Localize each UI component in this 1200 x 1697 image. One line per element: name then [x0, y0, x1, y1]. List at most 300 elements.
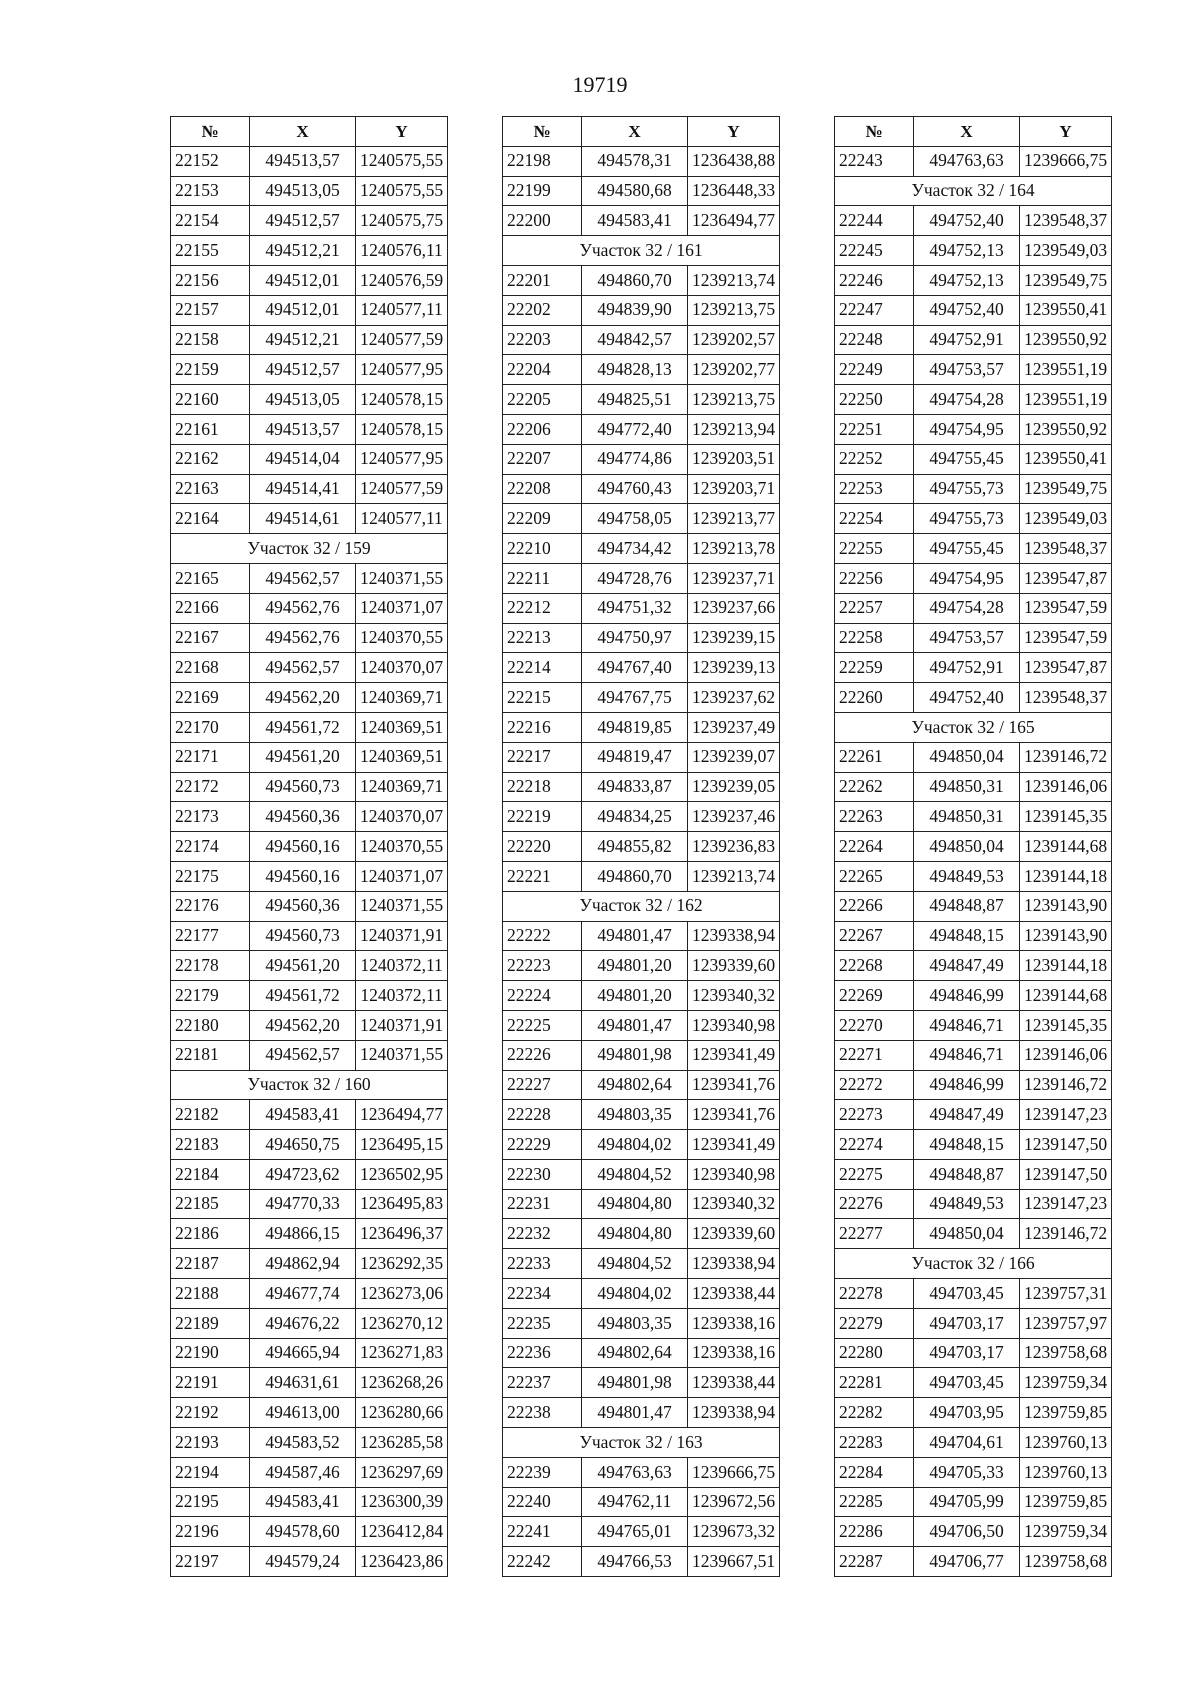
x-coordinate-cell: 494772,40 [582, 414, 688, 444]
x-coordinate-cell: 494753,57 [914, 623, 1020, 653]
table-row [171, 1398, 448, 1428]
point-number-cell: 22270 [835, 1010, 914, 1040]
x-coordinate-cell: 494762,11 [582, 1487, 688, 1517]
y-coordinate-cell: 1240371,55 [356, 891, 448, 921]
y-coordinate-cell: 1239340,32 [688, 1189, 780, 1219]
point-number-cell: 22201 [503, 265, 582, 295]
table-row [503, 593, 780, 623]
x-coordinate-cell: 494754,28 [914, 385, 1020, 415]
point-number-cell: 22154 [171, 206, 250, 236]
y-coordinate-cell: 1236280,66 [356, 1398, 448, 1428]
x-coordinate-cell: 494803,35 [582, 1308, 688, 1338]
y-coordinate-cell: 1239144,18 [1020, 861, 1112, 891]
table-row [835, 474, 1112, 504]
point-number-cell: 22234 [503, 1279, 582, 1309]
x-coordinate-cell: 494560,36 [250, 891, 356, 921]
y-coordinate-cell: 1239145,35 [1020, 802, 1112, 832]
point-number-cell: 22208 [503, 474, 582, 504]
table-row [503, 1338, 780, 1368]
y-coordinate-cell: 1239548,37 [1020, 683, 1112, 713]
y-coordinate-cell: 1239239,15 [688, 623, 780, 653]
section-row [503, 891, 780, 921]
y-coordinate-cell: 1239339,60 [688, 951, 780, 981]
point-number-cell: 22197 [171, 1547, 250, 1577]
table-row [171, 712, 448, 742]
point-number-cell: 22176 [171, 891, 250, 921]
table-row [835, 1040, 1112, 1070]
point-number-cell: 22242 [503, 1547, 582, 1577]
table-row [503, 1010, 780, 1040]
y-coordinate-cell: 1239547,87 [1020, 563, 1112, 593]
table-row [503, 146, 780, 176]
point-number-cell: 22243 [835, 146, 914, 176]
x-coordinate-cell: 494562,20 [250, 683, 356, 713]
x-coordinate-cell: 494513,05 [250, 385, 356, 415]
y-coordinate-cell: 1240575,55 [356, 176, 448, 206]
table-row [171, 1308, 448, 1338]
section-row [171, 534, 448, 564]
point-number-cell: 22266 [835, 891, 914, 921]
x-coordinate-cell: 494848,87 [914, 891, 1020, 921]
y-coordinate-cell: 1239144,68 [1020, 981, 1112, 1011]
x-coordinate-cell: 494560,73 [250, 772, 356, 802]
table-row [835, 921, 1112, 951]
section-row [503, 236, 780, 266]
x-coordinate-cell: 494763,63 [582, 1457, 688, 1487]
table-row [835, 1368, 1112, 1398]
table-row [171, 921, 448, 951]
x-coordinate-cell: 494561,20 [250, 742, 356, 772]
point-number-cell: 22252 [835, 444, 914, 474]
point-number-cell: 22200 [503, 206, 582, 236]
y-coordinate-cell: 1239759,34 [1020, 1368, 1112, 1398]
point-number-cell: 22185 [171, 1189, 250, 1219]
x-coordinate-cell: 494734,42 [582, 534, 688, 564]
point-number-cell: 22189 [171, 1308, 250, 1338]
table-row [835, 504, 1112, 534]
table-header-row [171, 117, 448, 147]
x-coordinate-cell: 494561,72 [250, 712, 356, 742]
x-coordinate-cell: 494846,71 [914, 1010, 1020, 1040]
table-row [503, 444, 780, 474]
x-coordinate-cell: 494801,47 [582, 921, 688, 951]
point-number-cell: 22231 [503, 1189, 582, 1219]
x-coordinate-cell: 494839,90 [582, 295, 688, 325]
x-coordinate-cell: 494850,04 [914, 1219, 1020, 1249]
x-coordinate-cell: 494728,76 [582, 563, 688, 593]
table-row [835, 1487, 1112, 1517]
y-coordinate-cell: 1239237,71 [688, 563, 780, 593]
y-coordinate-cell: 1240372,11 [356, 951, 448, 981]
point-number-cell: 22232 [503, 1219, 582, 1249]
point-number-cell: 22184 [171, 1159, 250, 1189]
point-number-cell: 22233 [503, 1249, 582, 1279]
table-row [835, 742, 1112, 772]
y-coordinate-cell: 1240577,11 [356, 504, 448, 534]
y-coordinate-cell: 1239758,68 [1020, 1547, 1112, 1577]
y-coordinate-cell: 1240575,75 [356, 206, 448, 236]
column-header-x: X [582, 117, 688, 147]
point-number-cell: 22177 [171, 921, 250, 951]
y-coordinate-cell: 1236496,37 [356, 1219, 448, 1249]
point-number-cell: 22271 [835, 1040, 914, 1070]
y-coordinate-cell: 1239237,62 [688, 683, 780, 713]
y-coordinate-cell: 1239666,75 [688, 1457, 780, 1487]
x-coordinate-cell: 494512,21 [250, 236, 356, 266]
y-coordinate-cell: 1240371,55 [356, 563, 448, 593]
y-coordinate-cell: 1240371,07 [356, 861, 448, 891]
table-row [171, 414, 448, 444]
y-coordinate-cell: 1239666,75 [1020, 146, 1112, 176]
point-number-cell: 22209 [503, 504, 582, 534]
table-row [835, 1070, 1112, 1100]
point-number-cell: 22153 [171, 176, 250, 206]
point-number-cell: 22247 [835, 295, 914, 325]
table-row [171, 1159, 448, 1189]
x-coordinate-cell: 494754,95 [914, 414, 1020, 444]
y-coordinate-cell: 1240371,91 [356, 921, 448, 951]
x-coordinate-cell: 494860,70 [582, 861, 688, 891]
table-row [835, 772, 1112, 802]
point-number-cell: 22183 [171, 1130, 250, 1160]
point-number-cell: 22210 [503, 534, 582, 564]
x-coordinate-cell: 494706,77 [914, 1547, 1020, 1577]
y-coordinate-cell: 1239213,75 [688, 295, 780, 325]
point-number-cell: 22196 [171, 1517, 250, 1547]
column-header-y: Y [356, 117, 448, 147]
table-row [835, 1279, 1112, 1309]
table-row [503, 981, 780, 1011]
y-coordinate-cell: 1240370,55 [356, 832, 448, 862]
point-number-cell: 22194 [171, 1457, 250, 1487]
y-coordinate-cell: 1239549,75 [1020, 265, 1112, 295]
table-row [171, 1130, 448, 1160]
point-number-cell: 22157 [171, 295, 250, 325]
coordinates-table-1 [170, 116, 448, 1577]
y-coordinate-cell: 1236297,69 [356, 1457, 448, 1487]
x-coordinate-cell: 494703,17 [914, 1308, 1020, 1338]
y-coordinate-cell: 1236285,58 [356, 1428, 448, 1458]
table-row [503, 1487, 780, 1517]
point-number-cell: 22287 [835, 1547, 914, 1577]
table-row [503, 921, 780, 951]
y-coordinate-cell: 1239146,72 [1020, 1219, 1112, 1249]
table-row [171, 325, 448, 355]
point-number-cell: 22236 [503, 1338, 582, 1368]
table-row [835, 1010, 1112, 1040]
point-number-cell: 22244 [835, 206, 914, 236]
y-coordinate-cell: 1239144,68 [1020, 832, 1112, 862]
x-coordinate-cell: 494801,47 [582, 1010, 688, 1040]
y-coordinate-cell: 1240369,71 [356, 772, 448, 802]
x-coordinate-cell: 494804,80 [582, 1189, 688, 1219]
table-row [835, 1219, 1112, 1249]
table-row [835, 206, 1112, 236]
point-number-cell: 22178 [171, 951, 250, 981]
y-coordinate-cell: 1239760,13 [1020, 1457, 1112, 1487]
x-coordinate-cell: 494828,13 [582, 355, 688, 385]
x-coordinate-cell: 494751,32 [582, 593, 688, 623]
y-coordinate-cell: 1240369,71 [356, 683, 448, 713]
y-coordinate-cell: 1240575,55 [356, 146, 448, 176]
x-coordinate-cell: 494834,25 [582, 802, 688, 832]
table-row [835, 563, 1112, 593]
table-row [171, 1368, 448, 1398]
table-row [835, 802, 1112, 832]
x-coordinate-cell: 494562,57 [250, 563, 356, 593]
point-number-cell: 22277 [835, 1219, 914, 1249]
point-number-cell: 22166 [171, 593, 250, 623]
table-row [503, 1070, 780, 1100]
point-number-cell: 22167 [171, 623, 250, 653]
x-coordinate-cell: 494560,16 [250, 832, 356, 862]
point-number-cell: 22174 [171, 832, 250, 862]
table-row [171, 981, 448, 1011]
point-number-cell: 22228 [503, 1100, 582, 1130]
x-coordinate-cell: 494677,74 [250, 1279, 356, 1309]
point-number-cell: 22224 [503, 981, 582, 1011]
x-coordinate-cell: 494801,47 [582, 1398, 688, 1428]
y-coordinate-cell: 1240577,59 [356, 325, 448, 355]
point-number-cell: 22223 [503, 951, 582, 981]
table-row [503, 265, 780, 295]
y-coordinate-cell: 1239147,23 [1020, 1100, 1112, 1130]
point-number-cell: 22262 [835, 772, 914, 802]
y-coordinate-cell: 1236495,15 [356, 1130, 448, 1160]
x-coordinate-cell: 494848,87 [914, 1159, 1020, 1189]
section-title: Участок 32 / 159 [171, 534, 448, 564]
y-coordinate-cell: 1239341,49 [688, 1040, 780, 1070]
x-coordinate-cell: 494755,45 [914, 534, 1020, 564]
x-coordinate-cell: 494755,73 [914, 474, 1020, 504]
x-coordinate-cell: 494760,43 [582, 474, 688, 504]
point-number-cell: 22256 [835, 563, 914, 593]
point-number-cell: 22227 [503, 1070, 582, 1100]
x-coordinate-cell: 494512,21 [250, 325, 356, 355]
point-number-cell: 22230 [503, 1159, 582, 1189]
y-coordinate-cell: 1236270,12 [356, 1308, 448, 1338]
x-coordinate-cell: 494750,97 [582, 623, 688, 653]
table-row [171, 832, 448, 862]
y-coordinate-cell: 1239758,68 [1020, 1338, 1112, 1368]
x-coordinate-cell: 494560,36 [250, 802, 356, 832]
x-coordinate-cell: 494819,47 [582, 742, 688, 772]
point-number-cell: 22159 [171, 355, 250, 385]
table-row [171, 1517, 448, 1547]
section-row [503, 1428, 780, 1458]
table-row [171, 1010, 448, 1040]
y-coordinate-cell: 1239550,41 [1020, 295, 1112, 325]
point-number-cell: 22286 [835, 1517, 914, 1547]
point-number-cell: 22215 [503, 683, 582, 713]
x-coordinate-cell: 494703,45 [914, 1279, 1020, 1309]
y-coordinate-cell: 1239338,16 [688, 1338, 780, 1368]
y-coordinate-cell: 1239340,98 [688, 1010, 780, 1040]
column-header-x: X [914, 117, 1020, 147]
y-coordinate-cell: 1239340,32 [688, 981, 780, 1011]
point-number-cell: 22164 [171, 504, 250, 534]
point-number-cell: 22238 [503, 1398, 582, 1428]
table-row [503, 474, 780, 504]
y-coordinate-cell: 1239757,31 [1020, 1279, 1112, 1309]
y-coordinate-cell: 1239667,51 [688, 1547, 780, 1577]
y-coordinate-cell: 1239146,72 [1020, 742, 1112, 772]
table-row [835, 981, 1112, 1011]
section-title: Участок 32 / 165 [835, 712, 1112, 742]
point-number-cell: 22237 [503, 1368, 582, 1398]
x-coordinate-cell: 494752,91 [914, 653, 1020, 683]
y-coordinate-cell: 1236495,83 [356, 1189, 448, 1219]
point-number-cell: 22278 [835, 1279, 914, 1309]
table-row [503, 1219, 780, 1249]
column-header-x: X [250, 117, 356, 147]
table-row [171, 474, 448, 504]
y-coordinate-cell: 1239548,37 [1020, 534, 1112, 564]
y-coordinate-cell: 1239143,90 [1020, 891, 1112, 921]
point-number-cell: 22235 [503, 1308, 582, 1338]
y-coordinate-cell: 1239551,19 [1020, 385, 1112, 415]
y-coordinate-cell: 1236438,88 [688, 146, 780, 176]
point-number-cell: 22216 [503, 712, 582, 742]
table-row [171, 295, 448, 325]
x-coordinate-cell: 494763,63 [914, 146, 1020, 176]
table-row [503, 1457, 780, 1487]
y-coordinate-cell: 1239549,03 [1020, 236, 1112, 266]
point-number-cell: 22192 [171, 1398, 250, 1428]
point-number-cell: 22249 [835, 355, 914, 385]
section-row [171, 1070, 448, 1100]
point-number-cell: 22155 [171, 236, 250, 266]
x-coordinate-cell: 494754,95 [914, 563, 1020, 593]
x-coordinate-cell: 494848,15 [914, 921, 1020, 951]
y-coordinate-cell: 1239203,71 [688, 474, 780, 504]
y-coordinate-cell: 1236271,83 [356, 1338, 448, 1368]
section-title: Участок 32 / 164 [835, 176, 1112, 206]
table-row [171, 1219, 448, 1249]
x-coordinate-cell: 494849,53 [914, 1189, 1020, 1219]
x-coordinate-cell: 494842,57 [582, 325, 688, 355]
point-number-cell: 22179 [171, 981, 250, 1011]
point-number-cell: 22241 [503, 1517, 582, 1547]
point-number-cell: 22203 [503, 325, 582, 355]
x-coordinate-cell: 494562,57 [250, 653, 356, 683]
y-coordinate-cell: 1239202,57 [688, 325, 780, 355]
x-coordinate-cell: 494703,95 [914, 1398, 1020, 1428]
x-coordinate-cell: 494704,61 [914, 1428, 1020, 1458]
table-row [171, 1457, 448, 1487]
y-coordinate-cell: 1239146,72 [1020, 1070, 1112, 1100]
y-coordinate-cell: 1239549,03 [1020, 504, 1112, 534]
x-coordinate-cell: 494860,70 [582, 265, 688, 295]
x-coordinate-cell: 494703,45 [914, 1368, 1020, 1398]
table-row [171, 802, 448, 832]
y-coordinate-cell: 1236448,33 [688, 176, 780, 206]
point-number-cell: 22282 [835, 1398, 914, 1428]
table-row [835, 265, 1112, 295]
y-coordinate-cell: 1240577,95 [356, 355, 448, 385]
x-coordinate-cell: 494579,24 [250, 1547, 356, 1577]
x-coordinate-cell: 494847,49 [914, 1100, 1020, 1130]
x-coordinate-cell: 494583,41 [250, 1487, 356, 1517]
table-row [835, 236, 1112, 266]
table-row [171, 236, 448, 266]
x-coordinate-cell: 494562,76 [250, 593, 356, 623]
x-coordinate-cell: 494804,02 [582, 1279, 688, 1309]
point-number-cell: 22187 [171, 1249, 250, 1279]
point-number-cell: 22281 [835, 1368, 914, 1398]
table-row [171, 1428, 448, 1458]
y-coordinate-cell: 1239147,50 [1020, 1159, 1112, 1189]
y-coordinate-cell: 1236423,86 [356, 1547, 448, 1577]
y-coordinate-cell: 1239213,94 [688, 414, 780, 444]
table-row [171, 1040, 448, 1070]
y-coordinate-cell: 1239145,35 [1020, 1010, 1112, 1040]
y-coordinate-cell: 1239550,92 [1020, 325, 1112, 355]
table-row [503, 1547, 780, 1577]
table-row [835, 385, 1112, 415]
table-row [835, 1457, 1112, 1487]
y-coordinate-cell: 1239673,32 [688, 1517, 780, 1547]
point-number-cell: 22264 [835, 832, 914, 862]
point-number-cell: 22225 [503, 1010, 582, 1040]
y-coordinate-cell: 1240577,95 [356, 444, 448, 474]
y-coordinate-cell: 1239236,83 [688, 832, 780, 862]
point-number-cell: 22255 [835, 534, 914, 564]
table-row [503, 1249, 780, 1279]
point-number-cell: 22275 [835, 1159, 914, 1189]
x-coordinate-cell: 494578,31 [582, 146, 688, 176]
point-number-cell: 22284 [835, 1457, 914, 1487]
table-row [503, 1100, 780, 1130]
y-coordinate-cell: 1239338,94 [688, 1398, 780, 1428]
point-number-cell: 22245 [835, 236, 914, 266]
section-title: Участок 32 / 160 [171, 1070, 448, 1100]
x-coordinate-cell: 494804,02 [582, 1130, 688, 1160]
x-coordinate-cell: 494850,04 [914, 742, 1020, 772]
table-row [171, 385, 448, 415]
page-number: 19719 [572, 72, 628, 97]
y-coordinate-cell: 1239549,75 [1020, 474, 1112, 504]
point-number-cell: 22202 [503, 295, 582, 325]
point-number-cell: 22162 [171, 444, 250, 474]
table-row [171, 355, 448, 385]
section-title: Участок 32 / 163 [503, 1428, 780, 1458]
y-coordinate-cell: 1239757,97 [1020, 1308, 1112, 1338]
table-row [835, 1308, 1112, 1338]
y-coordinate-cell: 1240371,91 [356, 1010, 448, 1040]
x-coordinate-cell: 494753,57 [914, 355, 1020, 385]
y-coordinate-cell: 1239759,34 [1020, 1517, 1112, 1547]
point-number-cell: 22248 [835, 325, 914, 355]
y-coordinate-cell: 1240370,07 [356, 653, 448, 683]
x-coordinate-cell: 494801,98 [582, 1040, 688, 1070]
y-coordinate-cell: 1239146,06 [1020, 772, 1112, 802]
point-number-cell: 22257 [835, 593, 914, 623]
point-number-cell: 22152 [171, 146, 250, 176]
table-row [835, 832, 1112, 862]
table-row [503, 712, 780, 742]
table-row [171, 1189, 448, 1219]
table-row [171, 444, 448, 474]
table-row [503, 563, 780, 593]
table-row [171, 176, 448, 206]
y-coordinate-cell: 1240369,51 [356, 742, 448, 772]
x-coordinate-cell: 494752,13 [914, 236, 1020, 266]
coordinates-table-2 [502, 116, 780, 1577]
y-coordinate-cell: 1236502,95 [356, 1159, 448, 1189]
point-number-cell: 22191 [171, 1368, 250, 1398]
table-row [835, 891, 1112, 921]
